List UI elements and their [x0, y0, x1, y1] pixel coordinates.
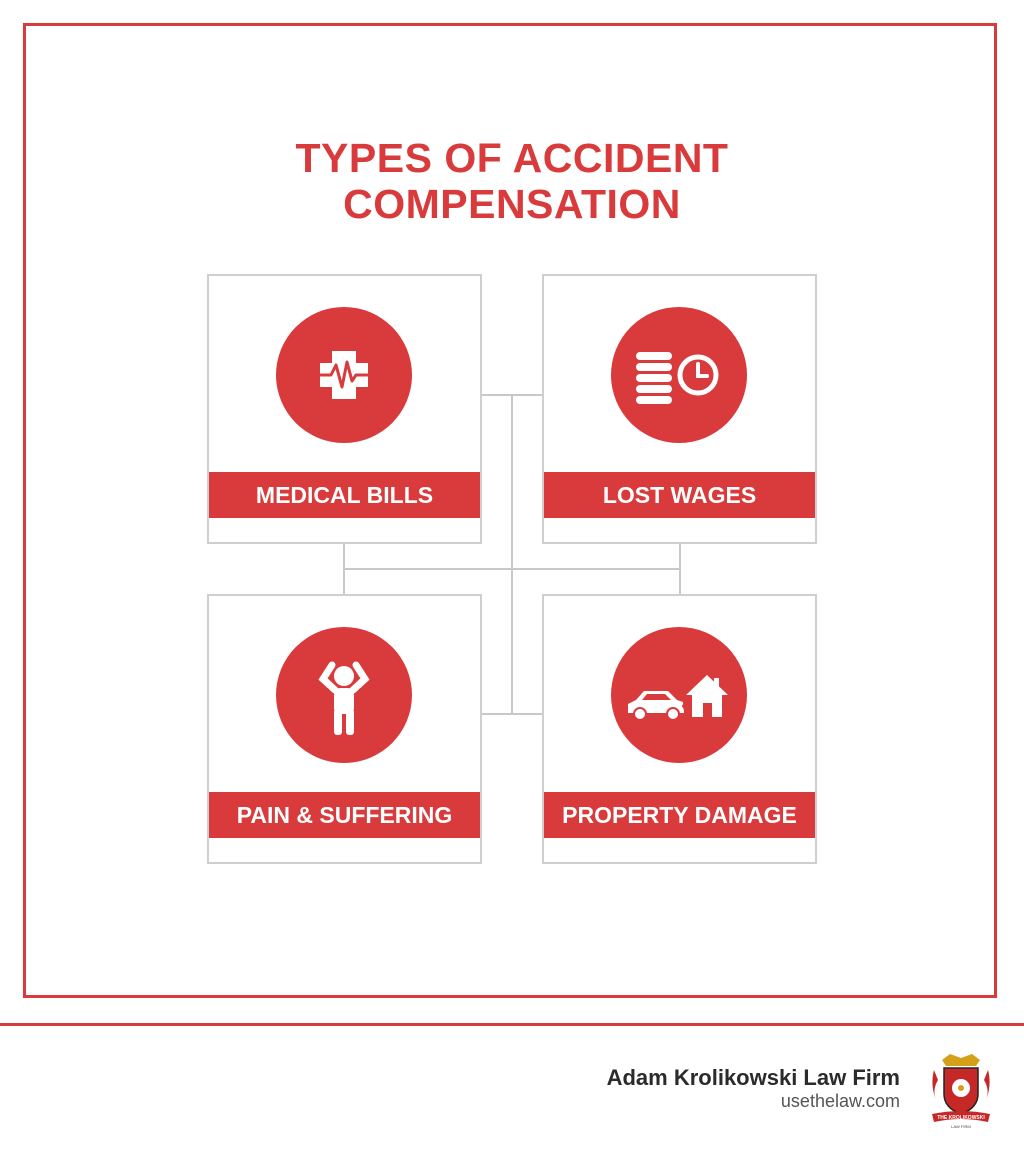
medical-cross-heartbeat-icon — [276, 307, 412, 443]
card-label: PAIN & SUFFERING — [209, 792, 480, 838]
firm-url: usethelaw.com — [780, 1091, 900, 1111]
firm-name: Adam Krolikowski Law Firm — [606, 1065, 900, 1090]
svg-text:THE KROLIKOWSKI: THE KROLIKOWSKI — [937, 1115, 985, 1121]
law-firm-crest-logo — [928, 1050, 994, 1130]
title-line-2: COMPENSATION — [343, 181, 681, 227]
footer-divider — [0, 1023, 1024, 1026]
person-distress-icon — [276, 627, 412, 763]
title-line-1: TYPES OF ACCIDENT — [295, 135, 729, 181]
card-label: PROPERTY DAMAGE — [544, 792, 815, 838]
card-label: MEDICAL BILLS — [209, 472, 480, 518]
card-medical-bills — [207, 274, 482, 544]
card-property-damage — [542, 594, 817, 864]
card-pain-suffering — [207, 594, 482, 864]
card-label: LOST WAGES — [544, 472, 815, 518]
card-lost-wages — [542, 274, 817, 544]
svg-text:LAW FIRM: LAW FIRM — [951, 1124, 971, 1129]
coins-clock-icon — [611, 307, 747, 443]
car-crash-house-icon — [611, 627, 747, 763]
